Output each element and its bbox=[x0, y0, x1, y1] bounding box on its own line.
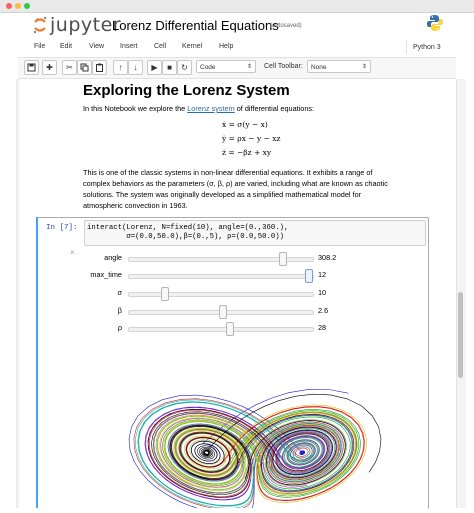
cut-icon: ✂ bbox=[66, 63, 73, 72]
menu-bar bbox=[18, 41, 456, 58]
copy-button[interactable] bbox=[77, 60, 92, 75]
close-output-icon[interactable]: × bbox=[70, 248, 75, 257]
intro-text-after: of differential equations: bbox=[234, 104, 315, 113]
stop-button[interactable] bbox=[162, 60, 177, 75]
intro-text-before: In this Notebook we explore the bbox=[83, 104, 188, 113]
cell-type-select[interactable] bbox=[196, 60, 256, 73]
move-up-button[interactable] bbox=[113, 60, 128, 75]
cell-toolbar-value: None bbox=[311, 64, 327, 71]
lorenz-system-link[interactable]: Lorenz system bbox=[187, 104, 235, 113]
jupyter-logo[interactable] bbox=[33, 14, 121, 36]
menu-kernel[interactable]: Kernel bbox=[182, 43, 203, 50]
description-line-2: complex behaviors as the parameters (σ, β, ρ) are varied, including what are known as chaotic bbox=[83, 179, 388, 188]
intro-paragraph bbox=[83, 103, 314, 114]
close-window-button[interactable] bbox=[6, 3, 12, 9]
slider-value: 12 bbox=[318, 270, 327, 279]
plus-icon: ✚ bbox=[46, 63, 53, 72]
slider-handle[interactable] bbox=[161, 287, 169, 301]
cut-button[interactable] bbox=[62, 60, 77, 75]
input-prompt: In [7]: bbox=[46, 224, 78, 232]
kernel-indicator[interactable]: Python 3 bbox=[406, 41, 441, 54]
slider-value: 10 bbox=[318, 288, 327, 297]
code-line-2[interactable]: σ=(0.0,50.0),β=(0.,5), ρ=(0.0,50.0)) bbox=[87, 233, 285, 241]
menu-file[interactable]: File bbox=[34, 43, 46, 50]
arrow-down-icon: ↓ bbox=[133, 63, 138, 72]
cell-toolbar-label: Cell Toolbar: bbox=[264, 63, 303, 70]
arrow-up-icon: ↑ bbox=[118, 63, 123, 72]
menu-cell[interactable]: Cell bbox=[154, 43, 167, 50]
menu-view[interactable]: View bbox=[89, 43, 105, 50]
select-arrows-icon: ⇕ bbox=[361, 64, 367, 70]
run-icon: ▶ bbox=[151, 63, 158, 72]
move-down-button[interactable] bbox=[128, 60, 143, 75]
slider-label: max_time bbox=[90, 270, 122, 279]
equation-3: ż = −βz + xy bbox=[222, 148, 272, 157]
maximize-window-button[interactable] bbox=[24, 3, 30, 9]
cell-toolbar-select[interactable] bbox=[307, 60, 371, 73]
description-line-3: solutions. The system was originally developed as a simplified mathematical model for bbox=[83, 190, 362, 199]
run-button[interactable] bbox=[147, 60, 162, 75]
paste-icon bbox=[95, 63, 104, 72]
insert-cell-button[interactable] bbox=[42, 60, 57, 75]
slider-track[interactable] bbox=[128, 274, 314, 279]
jupyter-logo-icon bbox=[33, 15, 47, 35]
slider-label: angle bbox=[104, 253, 122, 262]
restart-icon: ↻ bbox=[181, 63, 188, 72]
slider-handle[interactable] bbox=[279, 252, 287, 266]
autosave-status: (autosaved) bbox=[270, 23, 302, 29]
save-button[interactable] bbox=[24, 60, 39, 75]
description-line-4: atmospheric convection in 1963. bbox=[83, 201, 188, 210]
slider-label: ρ bbox=[117, 323, 122, 332]
equation-2: ẏ = ρx − y − xz bbox=[222, 134, 281, 143]
slider-value: 2.6 bbox=[318, 306, 329, 315]
slider-value: 28 bbox=[318, 323, 327, 332]
plot-canvas bbox=[125, 375, 385, 508]
menu-edit[interactable]: Edit bbox=[60, 43, 73, 50]
equation-1: ẋ = σ(y − x) bbox=[222, 120, 268, 129]
cell-selection-bar bbox=[36, 217, 38, 508]
code-line-1[interactable]: interact(Lorenz, N=fixed(10), angle=(0.,360.), bbox=[87, 224, 289, 232]
minimize-window-button[interactable] bbox=[15, 3, 21, 9]
logo-text: jupyter bbox=[50, 14, 122, 36]
notebook-toolbar bbox=[18, 58, 456, 79]
slider-track[interactable] bbox=[128, 327, 314, 332]
window-titlebar bbox=[0, 0, 474, 13]
slider-label: β bbox=[117, 306, 122, 315]
description-line-1: This is one of the classic systems in non-linear differential equations. It exhibits a range of bbox=[83, 168, 373, 177]
notebook-title[interactable]: Lorenz Differential Equations bbox=[112, 18, 279, 33]
copy-icon bbox=[80, 63, 89, 72]
restart-button[interactable] bbox=[177, 60, 192, 75]
lorenz-attractor-plot bbox=[125, 375, 385, 513]
menu-help[interactable]: Help bbox=[219, 43, 234, 50]
markdown-heading: Exploring the Lorenz System bbox=[83, 82, 290, 99]
python-logo-icon bbox=[426, 14, 444, 37]
stop-icon: ■ bbox=[167, 63, 172, 72]
menu-insert[interactable]: Insert bbox=[120, 43, 138, 50]
slider-track[interactable] bbox=[128, 292, 314, 297]
slider-label: σ bbox=[117, 288, 122, 297]
select-arrows-icon: ⇕ bbox=[246, 64, 252, 70]
save-icon bbox=[27, 63, 36, 72]
cell-type-value: Code bbox=[200, 64, 216, 71]
slider-handle[interactable] bbox=[305, 269, 313, 283]
slider-handle[interactable] bbox=[226, 322, 234, 336]
paste-button[interactable] bbox=[92, 60, 107, 75]
slider-value: 308.2 bbox=[318, 253, 337, 262]
scrollbar-thumb[interactable] bbox=[458, 292, 463, 378]
slider-handle[interactable] bbox=[219, 305, 227, 319]
